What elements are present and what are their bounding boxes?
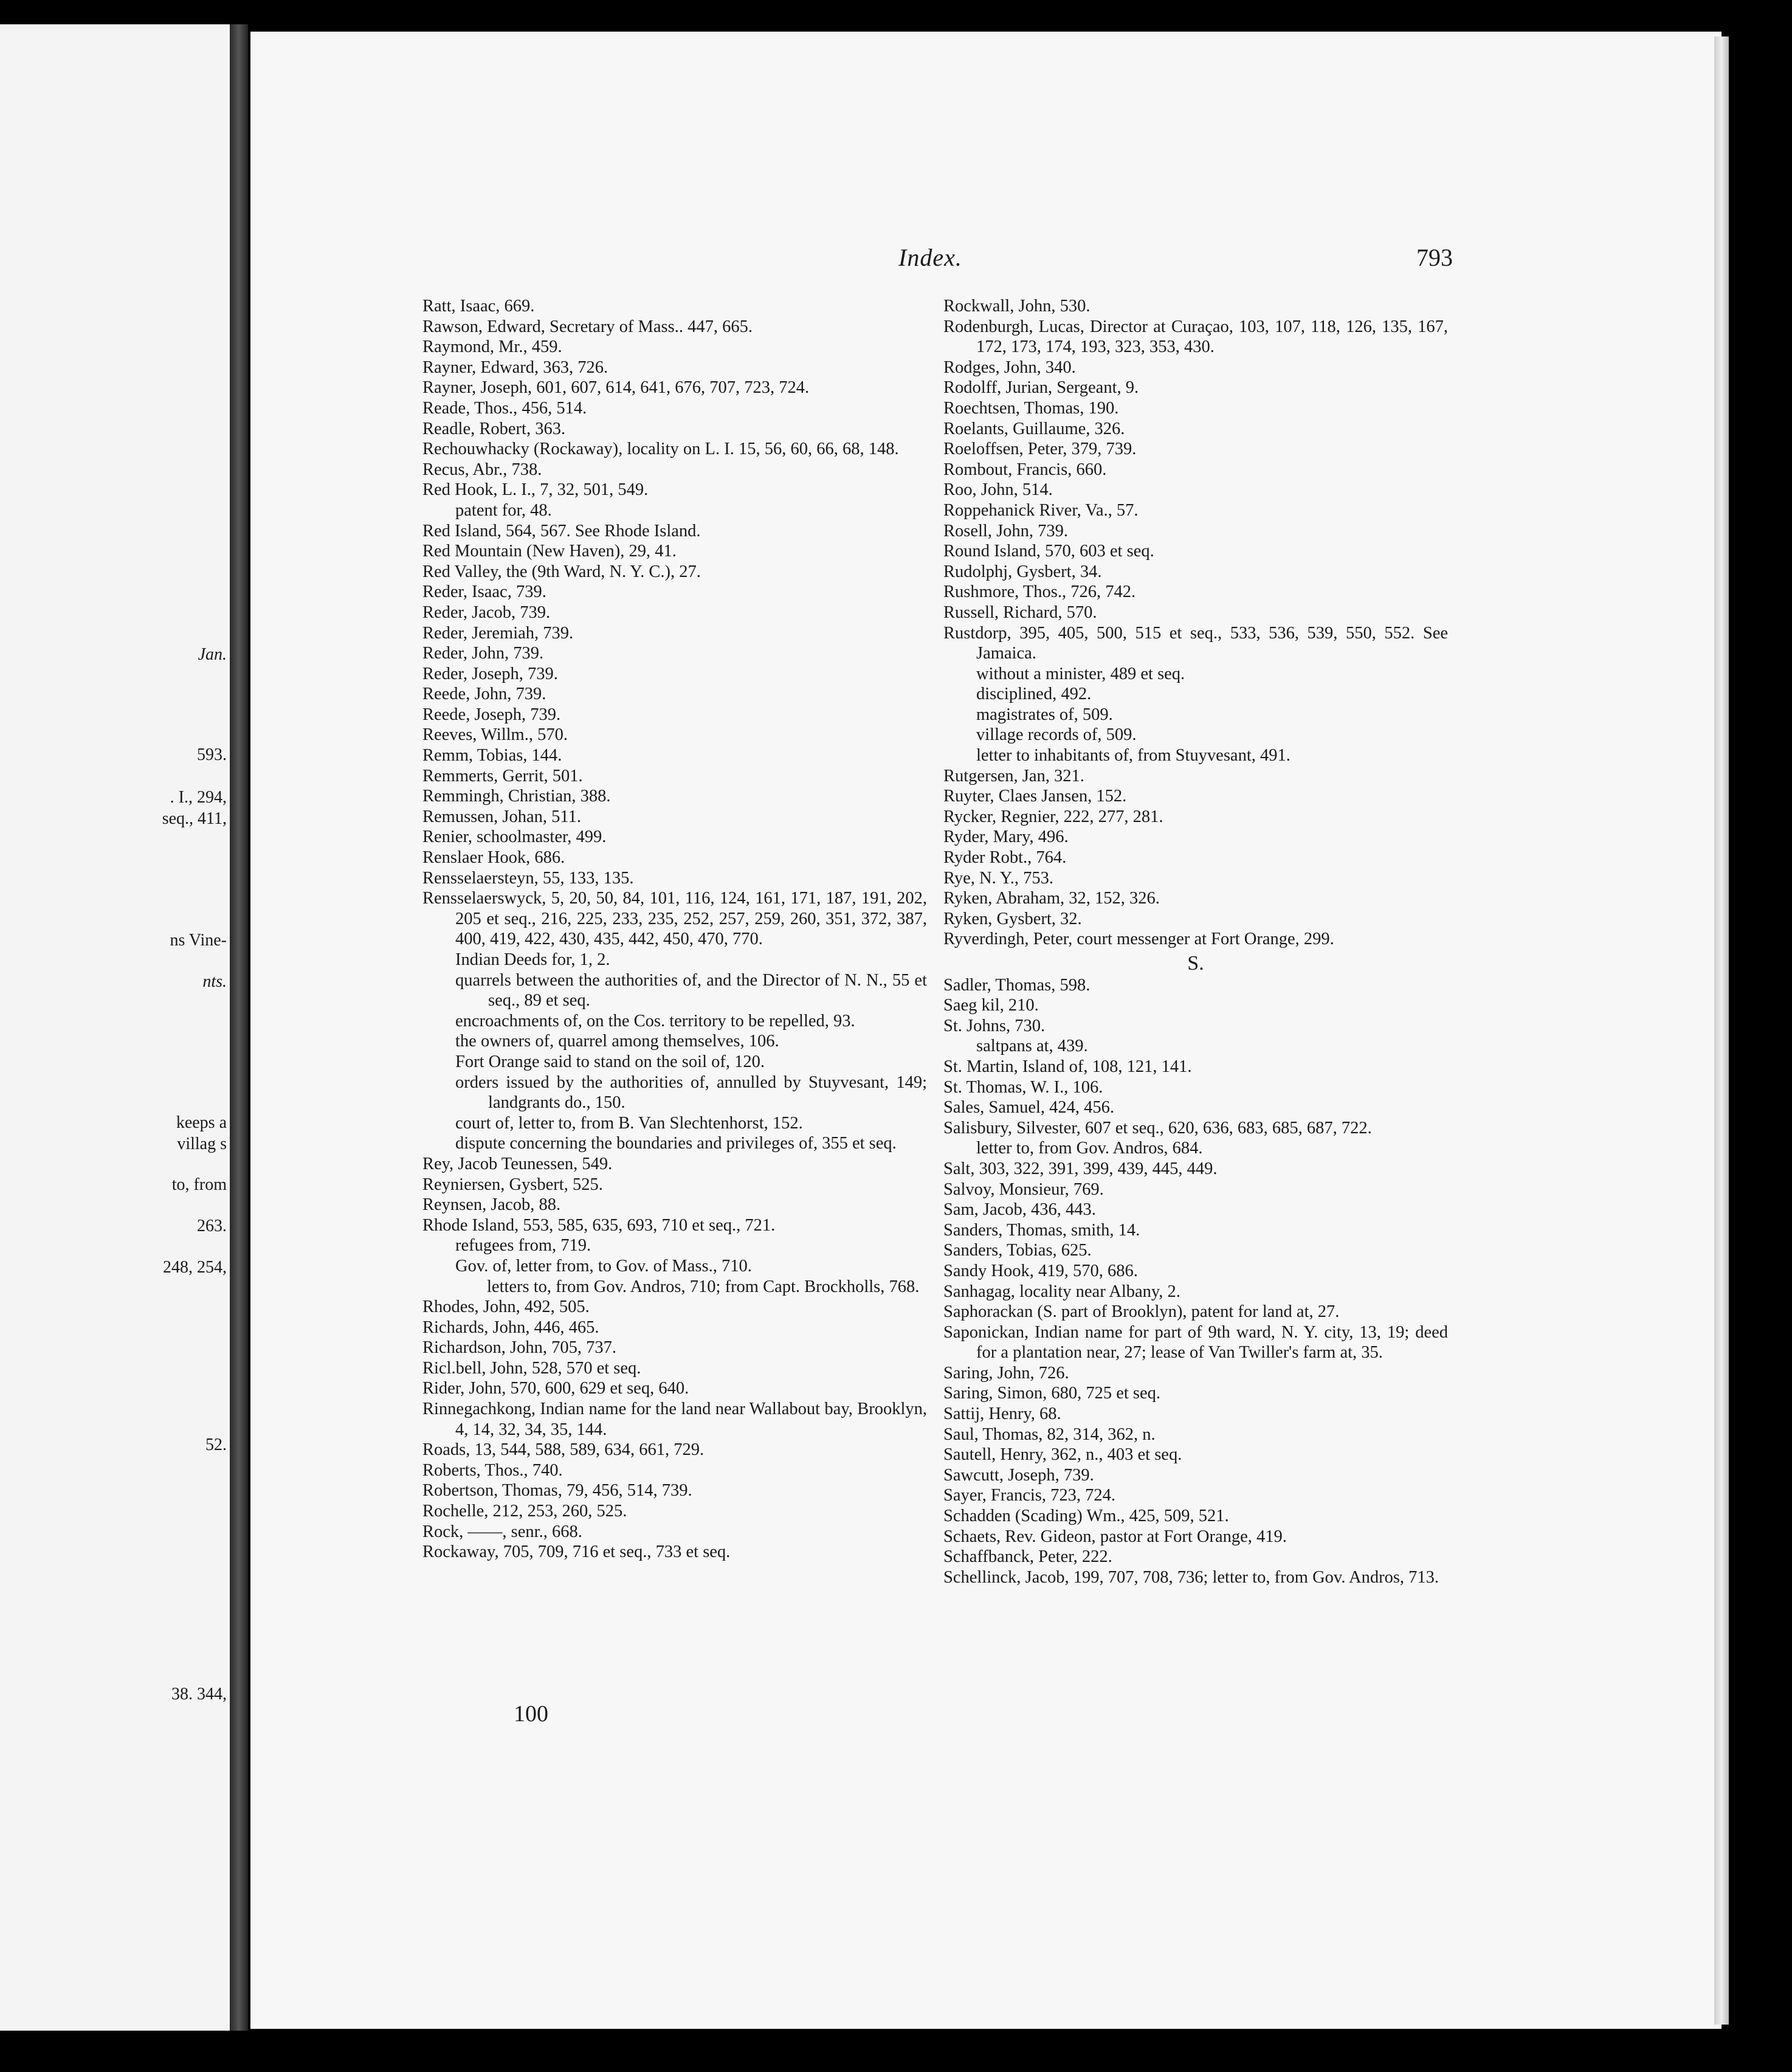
- index-entry: Ryken, Abraham, 32, 152, 326.: [943, 889, 1160, 908]
- facing-page-fragment: seq., 411,: [162, 809, 227, 828]
- index-entry: Reder, Jacob, 739.: [422, 603, 551, 622]
- index-subentry: Gov. of, letter from, to Gov. of Mass., 710.: [455, 1256, 752, 1276]
- index-entry: Reynsen, Jacob, 88.: [422, 1195, 561, 1215]
- index-entry: Ryken, Gysbert, 32.: [943, 909, 1082, 928]
- running-head: [650, 243, 1453, 280]
- index-entry: Red Island, 564, 567. See Rhode Island.: [422, 521, 701, 540]
- facing-page-fragment: keeps a: [176, 1113, 227, 1132]
- index-subentry: village records of, 509.: [976, 725, 1137, 745]
- index-subentry: magistrates of, 509.: [976, 705, 1113, 724]
- index-entry: Saring, Simon, 680, 725 et seq.: [943, 1384, 1161, 1403]
- index-entry: Rensselaerswyck, 5, 20, 50, 84, 101, 116, 124, 161, 171, 187, 191, 202, 205 et seq., 216, 225, 233, 235, 252, 257, 259, 260, 351, 372, 387, 400, 419, 422, 430, 435, 442, 450, 470, 770.: [422, 889, 927, 949]
- index-entry: Schaffbanck, Peter, 222.: [943, 1547, 1112, 1567]
- index-entry: Rockaway, 705, 709, 716 et seq., 733 et seq.: [422, 1542, 731, 1562]
- index-entry: Remmerts, Gerrit, 501.: [422, 766, 583, 786]
- facing-page-fragment: 593.: [197, 745, 227, 764]
- index-subentry: saltpans at, 439.: [976, 1037, 1088, 1056]
- index-entry: St. Martin, Island of, 108, 121, 141.: [943, 1057, 1192, 1076]
- index-entry: Sales, Samuel, 424, 456.: [943, 1098, 1115, 1117]
- index-entry: Reder, John, 739.: [422, 644, 544, 663]
- page-edge: [1714, 36, 1729, 2025]
- index-subentry: the owners of, quarrel among themselves, 106.: [455, 1032, 779, 1051]
- page-title: Index.: [898, 244, 962, 271]
- index-entry: Recus, Abr., 738.: [422, 460, 542, 479]
- facing-page-fragment: 248, 254,: [163, 1258, 227, 1277]
- index-entry: Red Hook, L. I., 7, 32, 501, 549.: [422, 480, 649, 500]
- index-subentry: Fort Orange said to stand on the soil of, 120.: [455, 1052, 765, 1071]
- index-entry: Sandy Hook, 419, 570, 686.: [943, 1261, 1138, 1280]
- index-subentry: patent for, 48.: [455, 500, 552, 520]
- index-entry: Rey, Jacob Teunessen, 549.: [422, 1154, 613, 1173]
- index-entry: Round Island, 570, 603 et seq.: [943, 542, 1154, 561]
- index-entry: Reede, Joseph, 739.: [422, 705, 561, 724]
- index-page: [250, 32, 1721, 2029]
- index-subentry: without a minister, 489 et seq.: [976, 664, 1185, 683]
- index-entry: Sam, Jacob, 436, 443.: [943, 1200, 1096, 1220]
- index-entry: St. Thomas, W. I., 106.: [943, 1077, 1103, 1097]
- index-entry: Rodges, John, 340.: [943, 357, 1076, 377]
- index-entry: Renier, schoolmaster, 499.: [422, 827, 607, 847]
- index-entry: Reyniersen, Gysbert, 525.: [422, 1175, 603, 1194]
- facing-page-fragment: 52.: [205, 1435, 227, 1454]
- index-entry: Reade, Thos., 456, 514.: [422, 398, 587, 418]
- index-entry: Rosell, John, 739.: [943, 521, 1069, 540]
- index-entry: Ricl.bell, John, 528, 570 et seq.: [422, 1358, 641, 1378]
- facing-page-fragment: ns Vine-: [170, 931, 227, 950]
- index-entry: Ruyter, Claes Jansen, 152.: [943, 787, 1127, 806]
- index-entry: Reder, Joseph, 739.: [422, 664, 558, 683]
- letter-heading: S.: [1187, 952, 1204, 975]
- index-entry: Rhode Island, 553, 585, 635, 693, 710 et seq., 721.: [422, 1215, 776, 1235]
- index-entry: Raymond, Mr., 459.: [422, 337, 562, 357]
- index-entry: Rye, N. Y., 753.: [943, 868, 1053, 888]
- index-entry: St. Johns, 730.: [943, 1016, 1046, 1035]
- index-subentry: letters to, from Gov. Andros, 710; from Capt. Brockholls, 768.: [487, 1277, 920, 1296]
- index-entry: Robertson, Thomas, 79, 456, 514, 739.: [422, 1481, 692, 1500]
- index-entry: Salvoy, Monsieur, 769.: [943, 1179, 1104, 1199]
- index-subentry: orders issued by the authorities of, annulled by Stuyvesant, 149; landgrants do., 150.: [455, 1072, 927, 1113]
- index-entry: Rhodes, John, 492, 505.: [422, 1297, 590, 1317]
- index-subentry: quarrels between the authorities of, and the Director of N. N., 55 et seq., 89 et seq.: [455, 970, 927, 1010]
- index-entry: Russell, Richard, 570.: [943, 603, 1097, 622]
- index-entry: Rawson, Edward, Secretary of Mass.. 447, 665.: [422, 317, 753, 336]
- index-entry: Reder, Jeremiah, 739.: [422, 623, 574, 643]
- index-entry: Renslaer Hook, 686.: [422, 848, 565, 868]
- index-entry: Reede, John, 739.: [422, 685, 546, 704]
- index-entry: Reder, Isaac, 739.: [422, 582, 546, 602]
- index-entry: Rodenburgh, Lucas, Director at Curaçao, 103, 107, 118, 126, 135, 167, 172, 173, 174, 193, 323, 353, 430.: [943, 317, 1448, 357]
- facing-page-fragment: 38. 344,: [171, 1685, 227, 1704]
- facing-page-fragment: 263.: [197, 1217, 227, 1235]
- index-entry: Rushmore, Thos., 726, 742.: [943, 582, 1136, 602]
- index-entry: Roeloffsen, Peter, 379, 739.: [943, 440, 1137, 459]
- index-entry: Remussen, Johan, 511.: [422, 807, 581, 826]
- index-entry: Red Valley, the (9th Ward, N. Y. C.), 27.: [422, 562, 701, 581]
- facing-page-fragment: Jan.: [198, 645, 227, 664]
- signature-mark: 100: [514, 1701, 548, 1727]
- facing-page-fragment: to, from: [171, 1175, 227, 1194]
- facing-page-fragment: villag s: [177, 1134, 227, 1153]
- index-entry: Rombout, Francis, 660.: [943, 460, 1107, 479]
- index-entry: Red Mountain (New Haven), 29, 41.: [422, 542, 677, 561]
- index-entry: Rochelle, 212, 253, 260, 525.: [422, 1502, 627, 1521]
- index-subentry: disciplined, 492.: [976, 685, 1092, 704]
- index-entry: Schadden (Scading) Wm., 425, 509, 521.: [943, 1507, 1229, 1526]
- index-entry: Ratt, Isaac, 669.: [422, 297, 535, 316]
- index-subentry: dispute concerning the boundaries and privileges of, 355 et seq.: [455, 1134, 897, 1153]
- index-entry: Rayner, Edward, 363, 726.: [422, 357, 608, 377]
- index-entry: Sanhagag, locality near Albany, 2.: [943, 1282, 1180, 1301]
- index-entry: Saponickan, Indian name for part of 9th ward, N. Y. city, 13, 19; deed for a plantation near, 27; lease of Van Twiller's farm at, 35.: [943, 1322, 1448, 1362]
- index-subentry: refugees from, 719.: [455, 1236, 591, 1255]
- index-entry: Reeves, Willm., 570.: [422, 725, 568, 745]
- index-entry: Richardson, John, 705, 737.: [422, 1338, 617, 1358]
- index-entry: Richards, John, 446, 465.: [422, 1317, 599, 1337]
- index-subentry: encroachments of, on the Cos. territory to be repelled, 93.: [455, 1011, 855, 1031]
- index-entry: Rider, John, 570, 600, 629 et seq, 640.: [422, 1379, 689, 1398]
- index-column-left: [422, 296, 927, 1563]
- index-entry: Readle, Robert, 363.: [422, 419, 566, 438]
- facing-page: [0, 24, 234, 2031]
- index-entry: Remm, Tobias, 144.: [422, 746, 562, 765]
- index-entry: Rustdorp, 395, 405, 500, 515 et seq., 533, 536, 539, 550, 552. See Jamaica.: [943, 623, 1448, 663]
- facing-page-fragment: . I., 294,: [170, 788, 227, 807]
- index-entry: Salt, 303, 322, 391, 399, 439, 445, 449.: [943, 1159, 1218, 1178]
- index-entry: Rensselaersteyn, 55, 133, 135.: [422, 868, 634, 888]
- index-entry: Rodolff, Jurian, Sergeant, 9.: [943, 378, 1139, 398]
- index-entry: Rudolphj, Gysbert, 34.: [943, 562, 1102, 581]
- index-entry: Schaets, Rev. Gideon, pastor at Fort Orange, 419.: [943, 1527, 1287, 1546]
- book-spine-shadow: [230, 24, 248, 2031]
- index-entry: Roechtsen, Thomas, 190.: [943, 398, 1119, 418]
- index-entry: Saul, Thomas, 82, 314, 362, n.: [943, 1424, 1156, 1444]
- index-entry: Salisbury, Silvester, 607 et seq., 620, 636, 683, 685, 687, 722.: [943, 1118, 1372, 1138]
- index-entry: Sanders, Thomas, smith, 14.: [943, 1220, 1140, 1240]
- index-entry: Rockwall, John, 530.: [943, 297, 1091, 316]
- index-entry: Rock, ——, senr., 668.: [422, 1522, 582, 1541]
- index-entry: Sattij, Henry, 68.: [943, 1404, 1061, 1424]
- index-entry: Saphorackan (S. part of Brooklyn), patent for land at, 27.: [943, 1302, 1340, 1322]
- index-subentry: Indian Deeds for, 1, 2.: [455, 950, 610, 969]
- index-entry: Ryder, Mary, 496.: [943, 827, 1069, 847]
- index-entry: Saeg kil, 210.: [943, 996, 1039, 1015]
- index-entry: Saring, John, 726.: [943, 1363, 1069, 1383]
- page-number: 793: [1416, 244, 1453, 271]
- index-entry: Rayner, Joseph, 601, 607, 614, 641, 676, 707, 723, 724.: [422, 378, 810, 398]
- index-entry: Roelants, Guillaume, 326.: [943, 419, 1125, 438]
- index-entry: Sadler, Thomas, 598.: [943, 975, 1091, 995]
- index-subentry: court of, letter to, from B. Van Slechtenhorst, 152.: [455, 1113, 803, 1133]
- index-entry: Roads, 13, 544, 588, 589, 634, 661, 729.: [422, 1440, 705, 1460]
- index-entry: Sautell, Henry, 362, n., 403 et seq.: [943, 1445, 1182, 1465]
- index-entry: Roppehanick River, Va., 57.: [943, 500, 1139, 520]
- index-entry: Roo, John, 514.: [943, 480, 1053, 500]
- index-entry: Sayer, Francis, 723, 724.: [943, 1486, 1116, 1505]
- index-entry: Schellinck, Jacob, 199, 707, 708, 736; letter to, from Gov. Andros, 713.: [943, 1567, 1439, 1587]
- index-entry: Roberts, Thos., 740.: [422, 1460, 563, 1480]
- facing-page-fragment: nts.: [202, 972, 227, 991]
- index-entry: Rycker, Regnier, 222, 277, 281.: [943, 807, 1163, 826]
- index-entry: Ryder Robt., 764.: [943, 848, 1067, 868]
- index-column-right: [943, 296, 1448, 1587]
- index-entry: Ryverdingh, Peter, court messenger at Fort Orange, 299.: [943, 930, 1334, 949]
- index-subentry: letter to, from Gov. Andros, 684.: [976, 1139, 1203, 1158]
- index-entry: Sawcutt, Joseph, 739.: [943, 1465, 1094, 1485]
- index-entry: Rinnegachkong, Indian name for the land near Wallabout bay, Brooklyn, 4, 14, 32, 34, 35, 144.: [422, 1400, 927, 1439]
- index-entry: Sanders, Tobias, 625.: [943, 1241, 1092, 1260]
- index-entry: Rutgersen, Jan, 321.: [943, 766, 1084, 786]
- index-entry: Remmingh, Christian, 388.: [422, 787, 611, 806]
- index-entry: Rechouwhacky (Rockaway), locality on L. I. 15, 56, 60, 66, 68, 148.: [422, 440, 899, 459]
- index-subentry: letter to inhabitants of, from Stuyvesant, 491.: [976, 746, 1291, 765]
